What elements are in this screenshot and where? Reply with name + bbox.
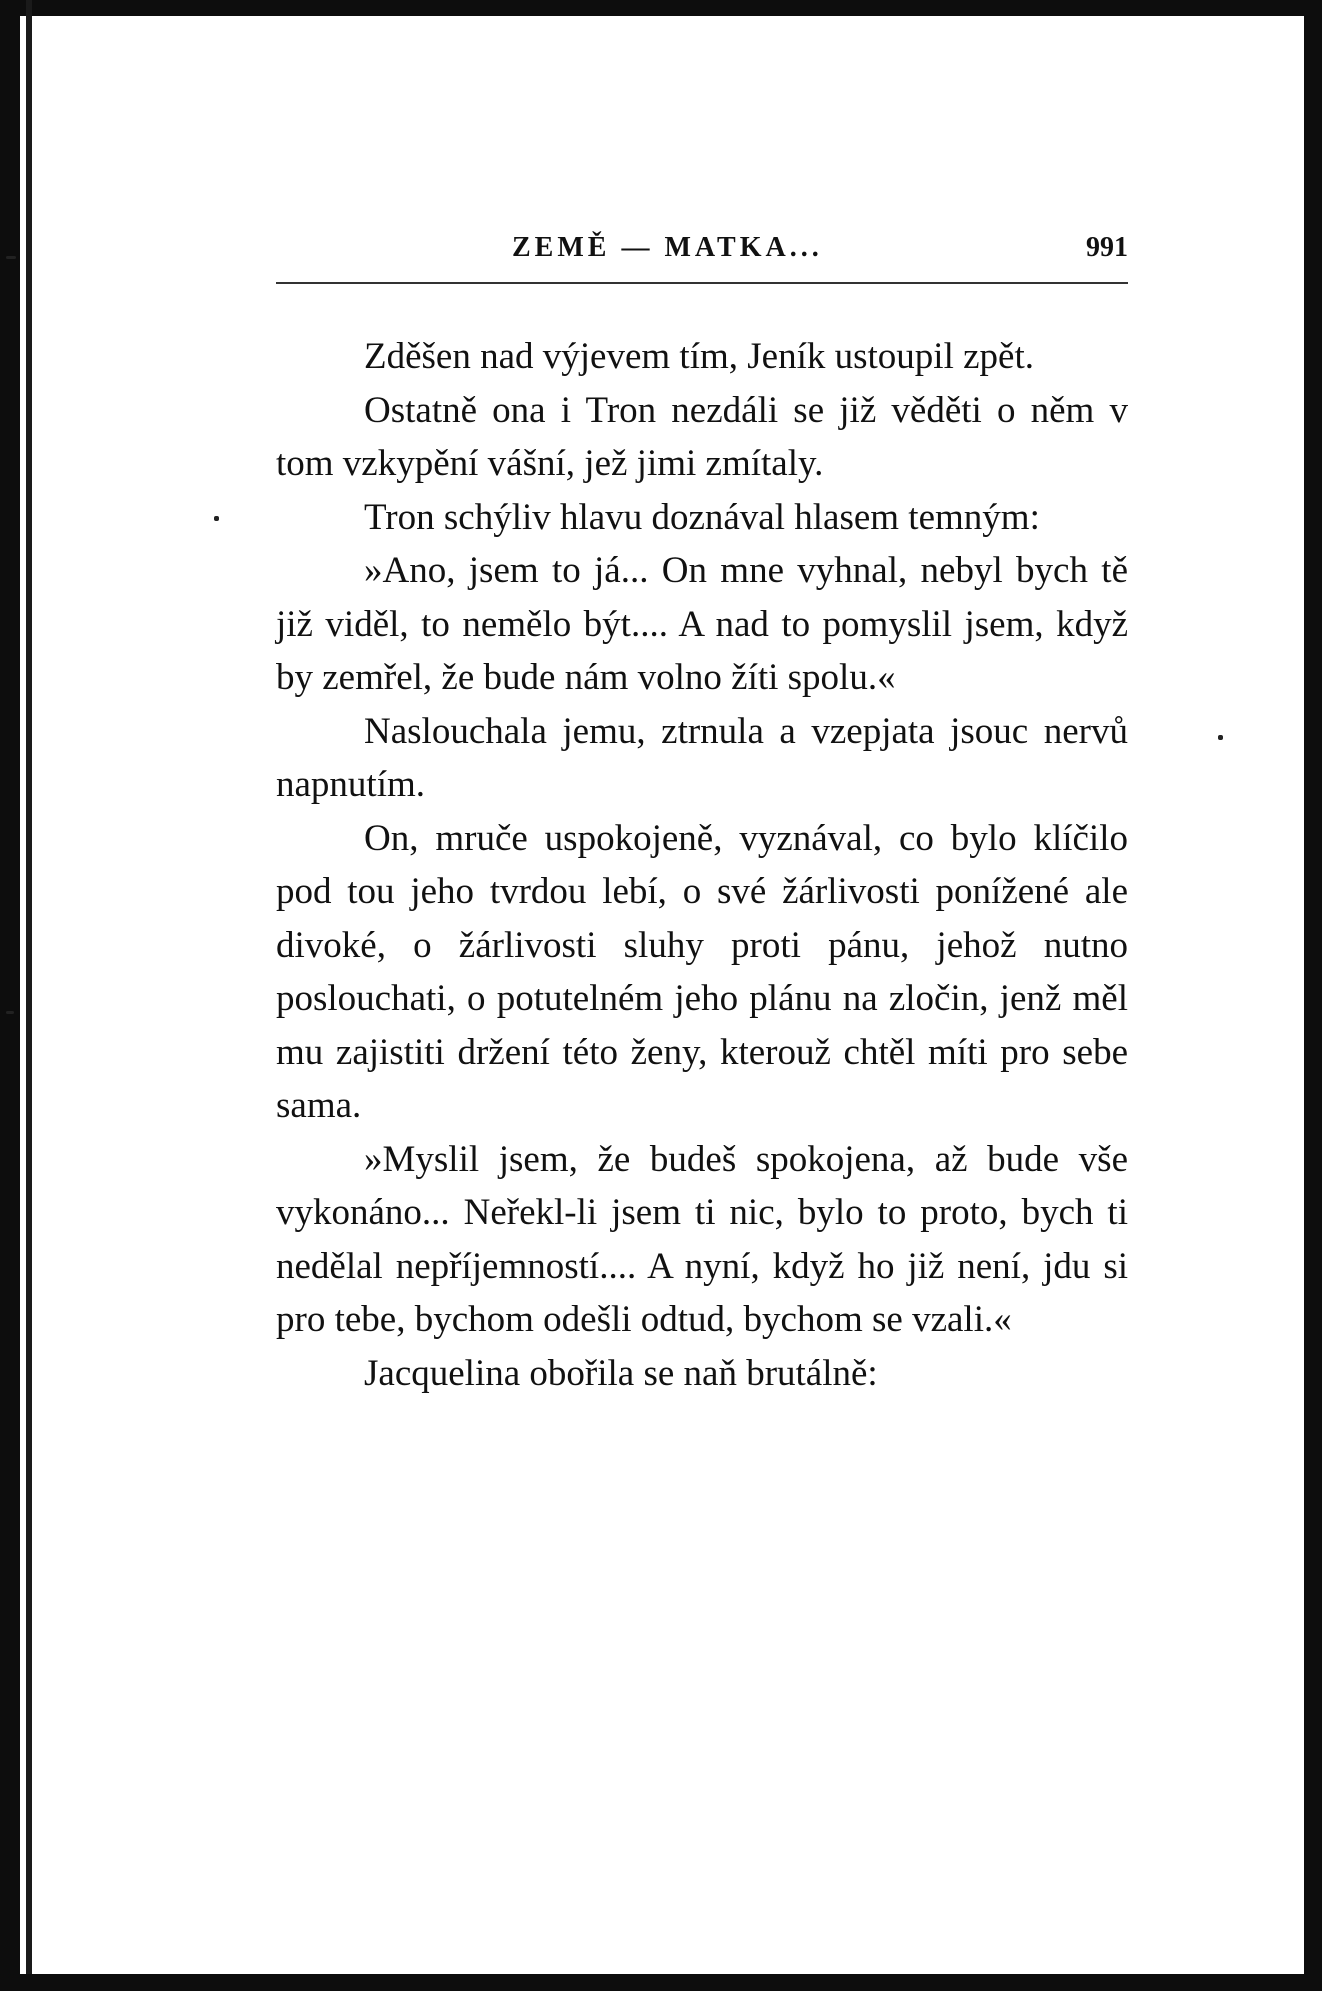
scan-speck bbox=[6, 256, 16, 259]
page-number: 991 bbox=[1086, 232, 1128, 263]
paragraph: Naslouchala jemu, ztrnula a vzepjata jsouc nervů napnutím. bbox=[276, 710, 1128, 805]
paragraph: Ostatně ona i Tron nezdáli se již věděti o něm v tom vzkypění vášní, jež jimi zmítaly. bbox=[276, 389, 1128, 484]
page-header bbox=[276, 232, 1128, 276]
paragraph: »Ano, jsem to já... On mne vyhnal, nebyl bych tě již viděl, to nemělo být.... A nad to pomyslil jsem, když by zemřel, že bude nám volno žíti spolu.« bbox=[276, 550, 1128, 698]
paragraph: On, mruče uspokojeně, vyznával, co bylo klíčilo pod tou jeho tvrdou lebí, o své žárlivosti ponížené ale divoké, o žárlivosti sluhy proti pánu, jehož nutno poslouchati, o potutelném jeho plánu na zločin, jenž měl mu zajistiti držení této ženy, kterouž chtěl míti pro sebe sama. bbox=[276, 817, 1128, 1126]
scan-border-bottom bbox=[0, 1974, 1322, 1991]
running-title: ZEMĚ — MATKA... bbox=[512, 232, 823, 263]
scan-speck bbox=[1218, 735, 1223, 740]
scan-border-left-inner bbox=[26, 0, 32, 1991]
paragraph: Zděšen nad výjevem tím, Jeník ustoupil zpět. bbox=[364, 336, 1034, 377]
body-text bbox=[276, 330, 1128, 1400]
scan-speck bbox=[214, 516, 219, 521]
scan-border-top bbox=[0, 0, 1322, 16]
scan-border-left bbox=[0, 0, 20, 1991]
scan-speck bbox=[6, 1011, 14, 1014]
scan-border-right bbox=[1304, 0, 1322, 1991]
paragraph: Jacquelina obořila se naň brutálně: bbox=[364, 1352, 878, 1394]
paragraph: »Myslil jsem, že budeš spokojena, až bude vše vykonáno... Neřekl-li jsem ti nic, bylo to proto, bych ti nedělal nepříjemností.... A nyní, když ho již není, jdu si pro tebe, bychom odešli odtud, bychom se vzali.« bbox=[276, 1138, 1128, 1340]
paragraph: Tron schýliv hlavu doznával hlasem temným: bbox=[364, 496, 1040, 538]
header-rule bbox=[276, 282, 1128, 284]
